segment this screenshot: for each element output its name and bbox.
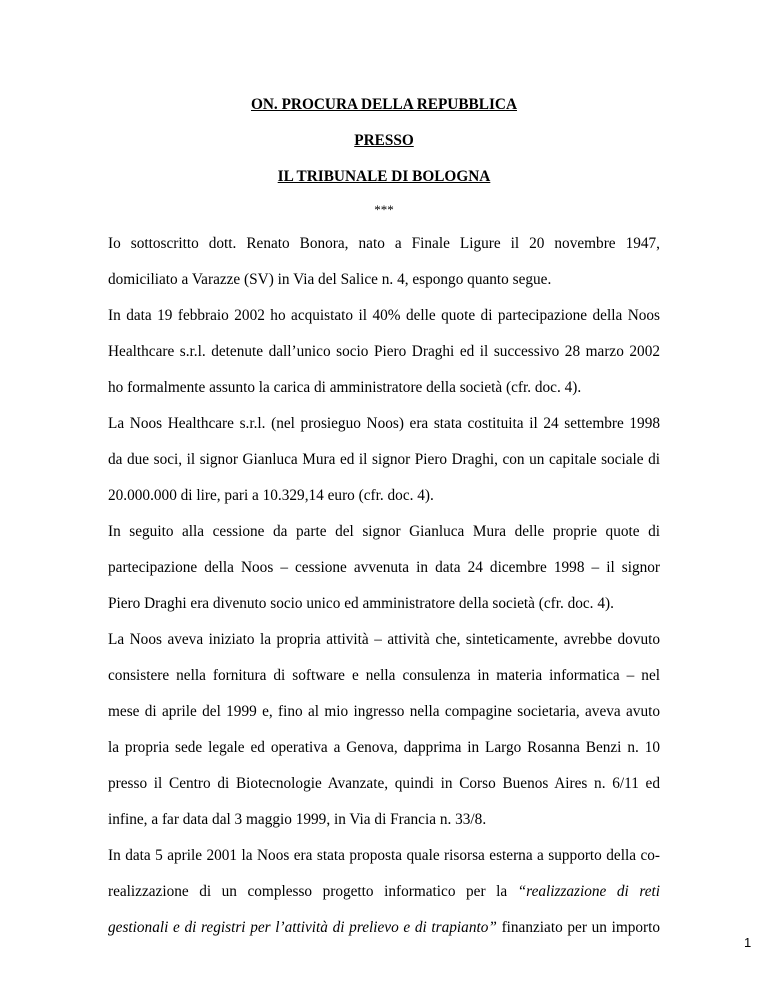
heading-presso: PRESSO [354,132,414,149]
body-text: finanziato per un importo [501,919,661,936]
body-line: ho formalmente assunto la carica di amministratore della società (cfr. doc. 4). [108,379,582,396]
body-line: consistere nella fornitura di software e nella consulenza in materia informatica – nel [108,667,660,684]
body-line: presso il Centro di Biotecnologie Avanzate, quindi in Corso Buenos Aires n. 6/11 ed [108,775,660,792]
quoted-title: “realizzazione di reti [517,883,660,900]
body-line: In data 19 febbraio 2002 ho acquistato il 40% delle quote di partecipazione della Noos [108,307,660,324]
body-text: realizzazione di un complesso progetto informatico per la [108,883,508,900]
body-line: In data 5 aprile 2001 la Noos era stata proposta quale risorsa esterna a supporto della co- [108,847,660,864]
separator-stars: *** [374,202,394,217]
body-line [108,919,660,937]
body-line: Piero Draghi era divenuto socio unico ed amministratore della società (cfr. doc. 4). [108,595,614,612]
body-line [108,883,660,901]
page-number: 1 [744,935,752,950]
body-line: 20.000.000 di lire, pari a 10.329,14 euro (cfr. doc. 4). [108,487,434,504]
body-line: partecipazione della Noos – cessione avvenuta in data 24 dicembre 1998 – il signor [108,559,660,576]
heading-procura: ON. PROCURA DELLA REPUBBLICA [250,96,518,113]
body-line: mese di aprile del 1999 e, fino al mio ingresso nella compagine societaria, aveva avuto [108,703,660,720]
body-line: In seguito alla cessione da parte del signor Gianluca Mura delle proprie quote di [108,523,660,540]
body-line: domiciliato a Varazze (SV) in Via del Salice n. 4, espongo quanto segue. [108,271,552,288]
body-line: la propria sede legale ed operativa a Genova, dapprima in Largo Rosanna Benzi n. 10 [108,739,660,756]
heading-tribunale: IL TRIBUNALE DI BOLOGNA [277,168,491,185]
body-line: infine, a far data dal 3 maggio 1999, in Via di Francia n. 33/8. [108,811,487,828]
body-line: Healthcare s.r.l. detenute dall’unico socio Piero Draghi ed il successivo 28 marzo 2002 [108,343,660,360]
body-line: Io sottoscritto dott. Renato Bonora, nato a Finale Ligure il 20 novembre 1947, [108,235,660,252]
body-line: La Noos Healthcare s.r.l. (nel prosieguo Noos) era stata costituita il 24 settembre 1998 [108,415,660,432]
body-line: da due soci, il signor Gianluca Mura ed il signor Piero Draghi, con un capitale sociale di [108,451,660,468]
body-line: La Noos aveva iniziato la propria attività – attività che, sinteticamente, avrebbe dovuto [108,631,660,648]
quoted-title: gestionali e di registri per l’attività di prelievo e di trapianto” [108,919,497,936]
